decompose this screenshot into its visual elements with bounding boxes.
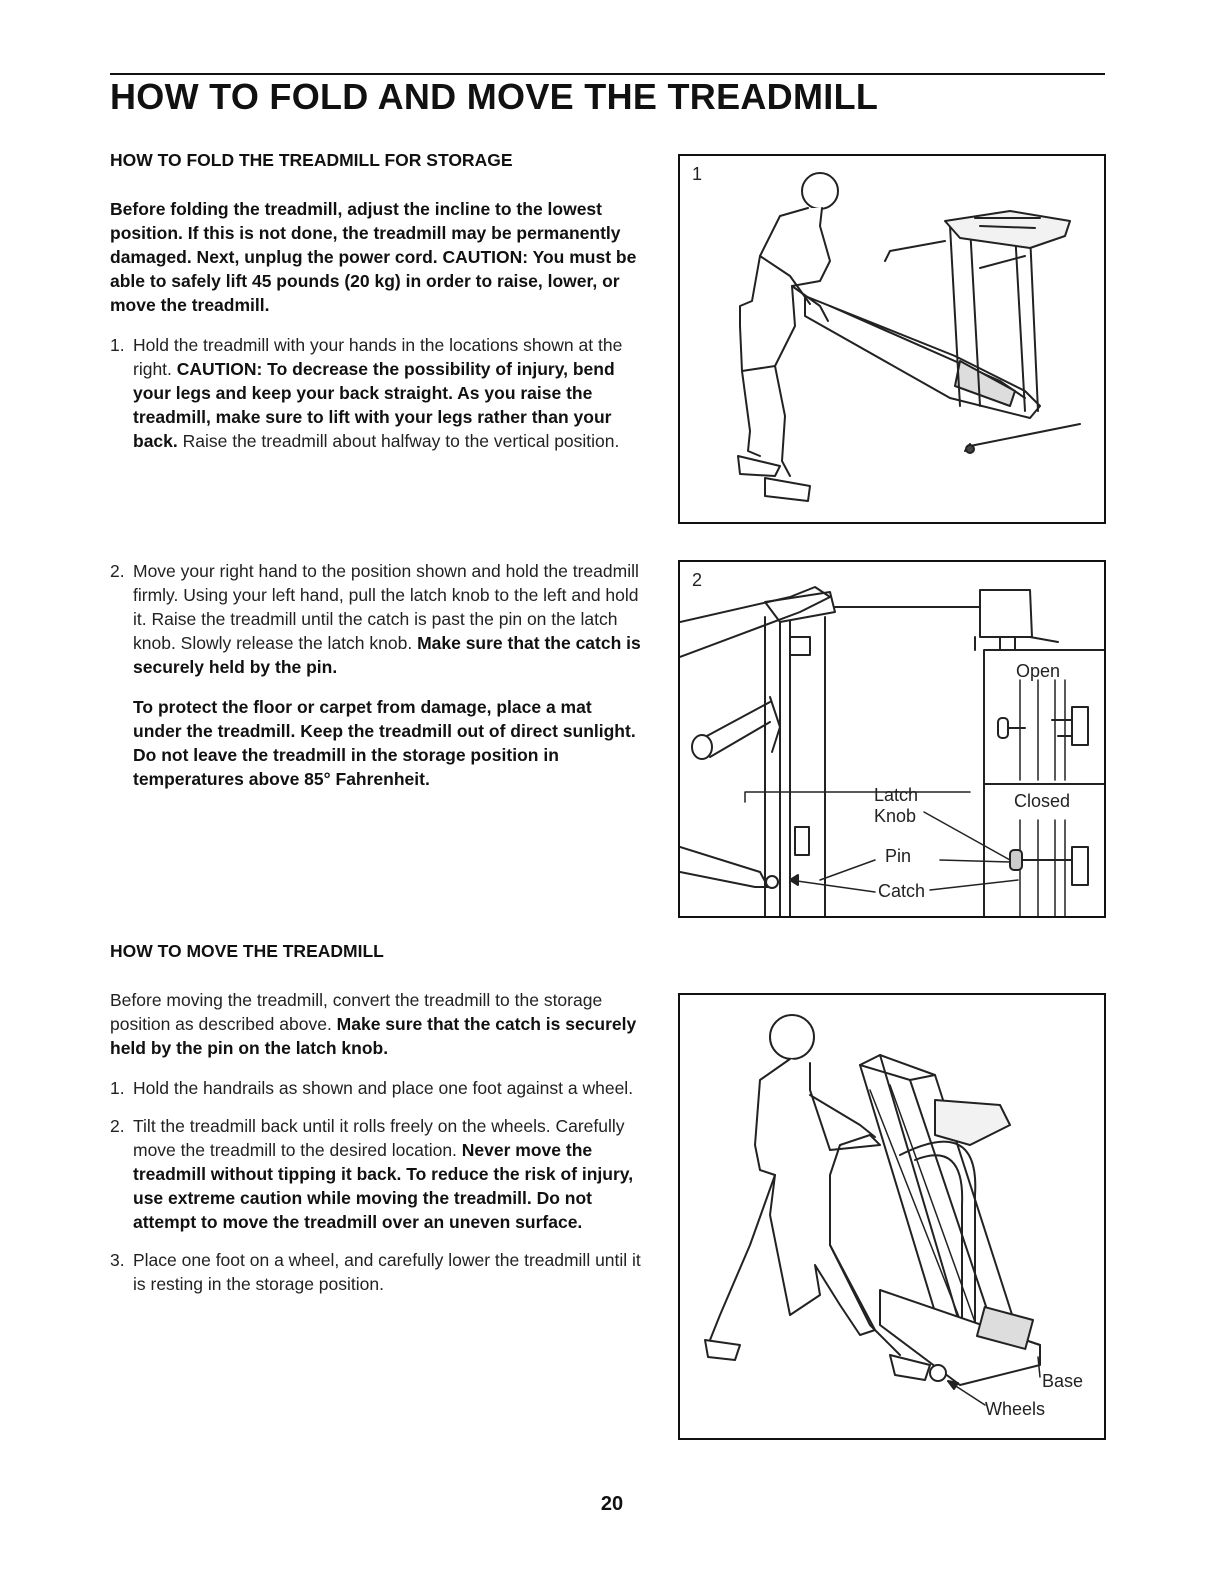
page-title: HOW TO FOLD AND MOVE THE TREADMILL bbox=[110, 76, 879, 117]
fold-intro-block bbox=[110, 197, 645, 467]
fold-steps-2 bbox=[110, 559, 645, 679]
figure-3-illustration bbox=[680, 995, 1104, 1438]
figure-1-number: 1 bbox=[692, 164, 703, 184]
fold-intro: Before folding the treadmill, adjust the incline to the lowest position. If this is not done, the treadmill may be permanently damaged. Next, unplug the power cord. CAUTION: You must be able to safely lift 45 pounds (20 kg) in order to raise, lower, or move the treadmill. bbox=[110, 199, 637, 315]
figure-2-number: 2 bbox=[692, 570, 703, 590]
fold-step2-block bbox=[110, 559, 645, 805]
move-steps bbox=[110, 1076, 645, 1296]
figure-3-move-treadmill bbox=[678, 993, 1106, 1440]
move-heading: HOW TO MOVE THE TREADMILL bbox=[110, 941, 384, 961]
figure-1-lift-treadmill bbox=[678, 154, 1106, 524]
move-intro: Before moving the treadmill, convert the treadmill to the storage position as described above. Make sure that the catch is securely held by the pin on the latch knob. bbox=[110, 990, 637, 1058]
catch-label: Catch bbox=[878, 881, 926, 901]
fold-step-2: 2. Move your right hand to the position shown and hold the treadmill firmly. Using your left hand, pull the latch knob to the left and hold it. Raise the treadmill until the catch is past the pin on the latch knob. Slowly release the latch knob. Make sure that the catch is securely held by the pin. bbox=[110, 561, 641, 677]
latch-knob-label-line2: Knob bbox=[874, 806, 917, 826]
move-step-2: 2. Tilt the treadmill back until it rolls freely on the wheels. Carefully move the treadmill to the desired location. Never move the treadmill without tipping it back. To reduce the risk of injury, use extreme caution while moving the treadmill. Do not attempt to move the treadmill over an uneven surface. bbox=[110, 1116, 634, 1232]
latch-knob-label-line1: Latch bbox=[874, 785, 919, 805]
pin-label: Pin bbox=[885, 846, 912, 866]
move-step-3: 3. Place one foot on a wheel, and carefully lower the treadmill until it is resting in the storage position. bbox=[110, 1250, 641, 1294]
closed-label: Closed bbox=[1014, 791, 1071, 811]
figure-2-latch-detail bbox=[678, 560, 1106, 918]
move-step-1: 1. Hold the handrails as shown and place one foot against a wheel. bbox=[110, 1078, 634, 1098]
title-rule bbox=[110, 73, 1105, 75]
open-label: Open bbox=[1016, 661, 1061, 681]
fold-step-1: 1. Hold the treadmill with your hands in the locations shown at the right. CAUTION: To decrease the possibility of injury, bend your legs and keep your back straight. As you raise the treadmill, make sure to lift with your legs rather than your back. Raise the treadmill about halfway to the vertical position. bbox=[110, 335, 623, 451]
fold-heading: HOW TO FOLD THE TREADMILL FOR STORAGE bbox=[110, 150, 513, 170]
move-block bbox=[110, 988, 645, 1310]
wheels-label: Wheels bbox=[985, 1399, 1046, 1419]
fold-steps-1 bbox=[110, 333, 645, 453]
base-label: Base bbox=[1042, 1371, 1084, 1391]
page-number: 20 bbox=[600, 1493, 624, 1515]
figure-1-illustration bbox=[680, 156, 1104, 522]
protect-note: To protect the floor or carpet from damage, place a mat under the treadmill. Keep the treadmill out of direct sunlight. Do not leave the treadmill in the storage position in temperatures above 85° Fahrenheit. bbox=[133, 697, 636, 789]
